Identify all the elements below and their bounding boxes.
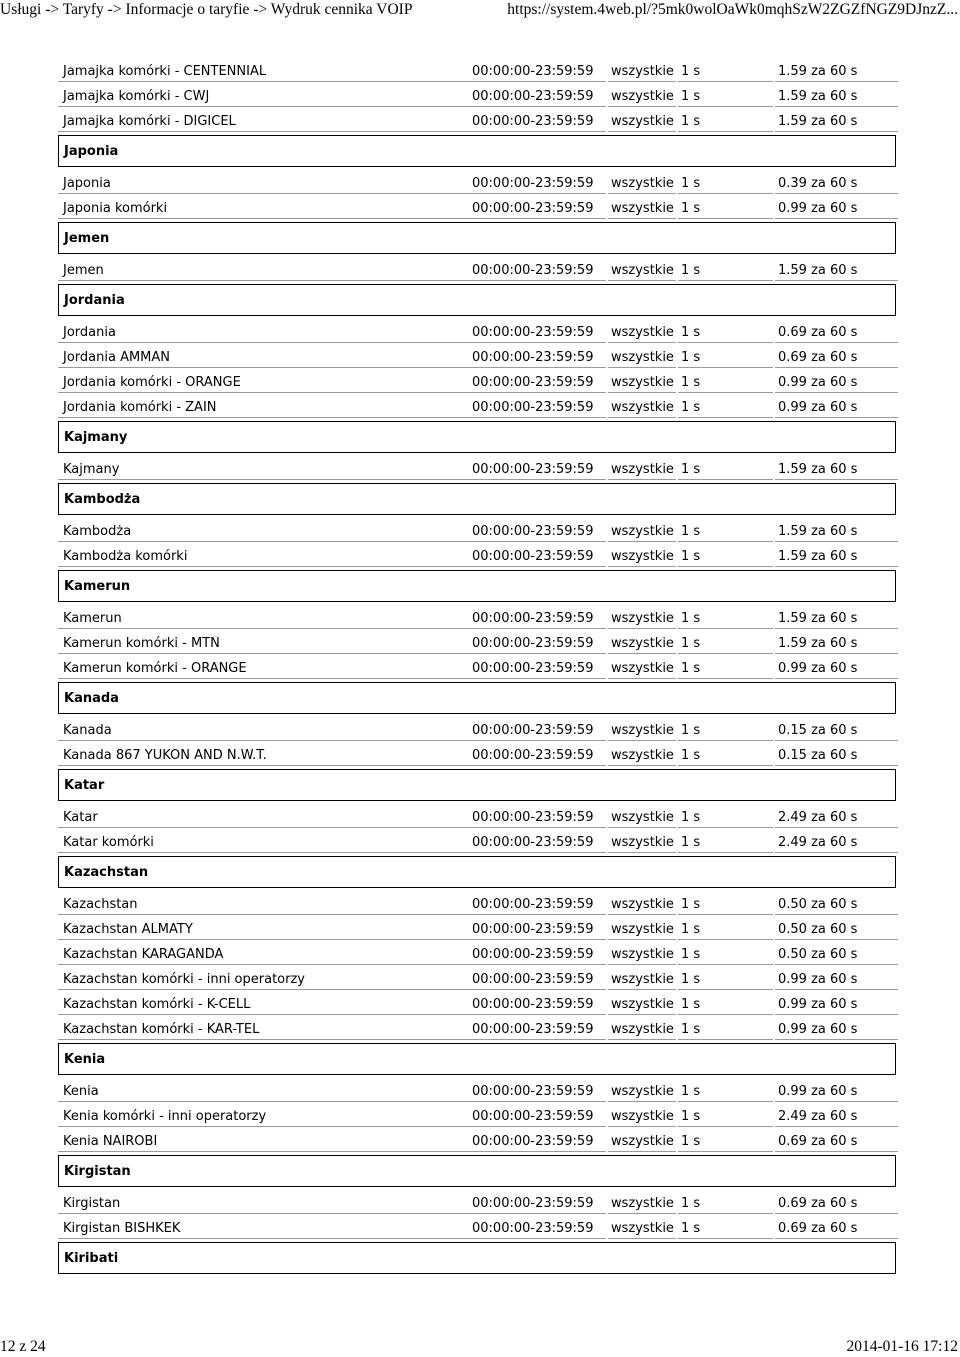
destination-name: Kenia	[58, 1079, 469, 1102]
time-range: 00:00:00-23:59:59	[469, 84, 606, 107]
billing-unit: 1 s	[678, 917, 773, 940]
days: wszystkie	[608, 196, 676, 219]
destination-name: Kazachstan ALMATY	[58, 917, 469, 940]
days: wszystkie	[608, 1129, 676, 1152]
price: 0.99 za 60 s	[775, 656, 898, 679]
price: 0.15 za 60 s	[775, 743, 898, 766]
destination-name: Japonia komórki	[58, 196, 469, 219]
price: 1.59 za 60 s	[775, 631, 898, 654]
destination-name: Kenia NAIROBI	[58, 1129, 469, 1152]
tariff-row	[58, 656, 900, 681]
destination-name: Kenia komórki - inni operatorzy	[58, 1104, 469, 1127]
tariff-row	[58, 606, 900, 631]
price: 0.15 za 60 s	[775, 718, 898, 741]
tariff-row	[58, 830, 900, 855]
price: 0.69 za 60 s	[775, 320, 898, 343]
tariff-row	[58, 370, 900, 395]
tariff-row	[58, 84, 900, 109]
billing-unit: 1 s	[678, 258, 773, 281]
country-header	[58, 768, 900, 805]
days: wszystkie	[608, 84, 676, 107]
time-range: 00:00:00-23:59:59	[469, 656, 606, 679]
price: 0.99 za 60 s	[775, 395, 898, 418]
billing-unit: 1 s	[678, 320, 773, 343]
billing-unit: 1 s	[678, 395, 773, 418]
country-header	[58, 134, 900, 171]
billing-unit: 1 s	[678, 196, 773, 219]
tariff-row	[58, 1129, 900, 1154]
days: wszystkie	[608, 1216, 676, 1239]
time-range: 00:00:00-23:59:59	[469, 395, 606, 418]
page-number: 12 z 24	[0, 1338, 46, 1355]
billing-unit: 1 s	[678, 656, 773, 679]
days: wszystkie	[608, 457, 676, 480]
billing-unit: 1 s	[678, 1191, 773, 1214]
days: wszystkie	[608, 320, 676, 343]
country-header	[58, 1241, 900, 1278]
tariff-row	[58, 457, 900, 482]
time-range: 00:00:00-23:59:59	[469, 942, 606, 965]
country-header	[58, 1042, 900, 1079]
days: wszystkie	[608, 1104, 676, 1127]
tariff-row	[58, 544, 900, 569]
tariff-row	[58, 967, 900, 992]
billing-unit: 1 s	[678, 830, 773, 853]
country-header	[58, 1154, 900, 1191]
destination-name: Kazachstan komórki - inni operatorzy	[58, 967, 469, 990]
tariff-row	[58, 892, 900, 917]
country-name: Katar	[58, 769, 896, 801]
billing-unit: 1 s	[678, 59, 773, 82]
days: wszystkie	[608, 109, 676, 132]
time-range: 00:00:00-23:59:59	[469, 992, 606, 1015]
time-range: 00:00:00-23:59:59	[469, 1129, 606, 1152]
time-range: 00:00:00-23:59:59	[469, 320, 606, 343]
price: 0.69 za 60 s	[775, 345, 898, 368]
destination-name: Kambodża komórki	[58, 544, 469, 567]
billing-unit: 1 s	[678, 1017, 773, 1040]
destination-name: Kazachstan komórki - K-CELL	[58, 992, 469, 1015]
price: 1.59 za 60 s	[775, 258, 898, 281]
country-header	[58, 283, 900, 320]
price: 0.99 za 60 s	[775, 992, 898, 1015]
country-name: Jemen	[58, 222, 896, 254]
print-header	[0, 0, 960, 20]
country-name: Kirgistan	[58, 1155, 896, 1187]
billing-unit: 1 s	[678, 1104, 773, 1127]
tariff-row	[58, 1017, 900, 1042]
billing-unit: 1 s	[678, 370, 773, 393]
time-range: 00:00:00-23:59:59	[469, 917, 606, 940]
tariff-row	[58, 805, 900, 830]
price: 1.59 za 60 s	[775, 84, 898, 107]
price: 0.69 za 60 s	[775, 1129, 898, 1152]
billing-unit: 1 s	[678, 718, 773, 741]
country-name: Kamerun	[58, 570, 896, 602]
days: wszystkie	[608, 370, 676, 393]
time-range: 00:00:00-23:59:59	[469, 1216, 606, 1239]
tariff-row	[58, 1216, 900, 1241]
destination-name: Kazachstan KARAGANDA	[58, 942, 469, 965]
price: 2.49 za 60 s	[775, 1104, 898, 1127]
time-range: 00:00:00-23:59:59	[469, 109, 606, 132]
destination-name: Kazachstan komórki - KAR-TEL	[58, 1017, 469, 1040]
destination-name: Katar	[58, 805, 469, 828]
time-range: 00:00:00-23:59:59	[469, 718, 606, 741]
price: 0.50 za 60 s	[775, 942, 898, 965]
days: wszystkie	[608, 1017, 676, 1040]
billing-unit: 1 s	[678, 457, 773, 480]
billing-unit: 1 s	[678, 631, 773, 654]
days: wszystkie	[608, 805, 676, 828]
price: 0.99 za 60 s	[775, 967, 898, 990]
days: wszystkie	[608, 830, 676, 853]
time-range: 00:00:00-23:59:59	[469, 606, 606, 629]
time-range: 00:00:00-23:59:59	[469, 59, 606, 82]
price: 0.69 za 60 s	[775, 1191, 898, 1214]
days: wszystkie	[608, 942, 676, 965]
time-range: 00:00:00-23:59:59	[469, 743, 606, 766]
billing-unit: 1 s	[678, 805, 773, 828]
days: wszystkie	[608, 892, 676, 915]
time-range: 00:00:00-23:59:59	[469, 370, 606, 393]
billing-unit: 1 s	[678, 967, 773, 990]
time-range: 00:00:00-23:59:59	[469, 544, 606, 567]
billing-unit: 1 s	[678, 171, 773, 194]
days: wszystkie	[608, 743, 676, 766]
days: wszystkie	[608, 992, 676, 1015]
tariff-row	[58, 718, 900, 743]
tariff-row	[58, 631, 900, 656]
days: wszystkie	[608, 258, 676, 281]
days: wszystkie	[608, 544, 676, 567]
tariff-row	[58, 519, 900, 544]
billing-unit: 1 s	[678, 892, 773, 915]
price: 0.99 za 60 s	[775, 196, 898, 219]
price: 0.50 za 60 s	[775, 892, 898, 915]
price: 0.39 za 60 s	[775, 171, 898, 194]
price: 1.59 za 60 s	[775, 544, 898, 567]
days: wszystkie	[608, 606, 676, 629]
time-range: 00:00:00-23:59:59	[469, 1017, 606, 1040]
time-range: 00:00:00-23:59:59	[469, 345, 606, 368]
tariff-row	[58, 320, 900, 345]
time-range: 00:00:00-23:59:59	[469, 519, 606, 542]
tariff-row	[58, 258, 900, 283]
days: wszystkie	[608, 1191, 676, 1214]
billing-unit: 1 s	[678, 109, 773, 132]
country-header	[58, 855, 900, 892]
tariff-row	[58, 196, 900, 221]
price: 1.59 za 60 s	[775, 109, 898, 132]
tariff-row	[58, 992, 900, 1017]
time-range: 00:00:00-23:59:59	[469, 1079, 606, 1102]
destination-name: Jemen	[58, 258, 469, 281]
country-name: Kazachstan	[58, 856, 896, 888]
days: wszystkie	[608, 1079, 676, 1102]
billing-unit: 1 s	[678, 519, 773, 542]
tariff-row	[58, 1191, 900, 1216]
price: 1.59 za 60 s	[775, 59, 898, 82]
days: wszystkie	[608, 631, 676, 654]
price: 1.59 za 60 s	[775, 606, 898, 629]
destination-name: Kazachstan	[58, 892, 469, 915]
tariff-row	[58, 109, 900, 134]
destination-name: Jamajka komórki - CWJ	[58, 84, 469, 107]
days: wszystkie	[608, 656, 676, 679]
country-header	[58, 569, 900, 606]
destination-name: Kamerun komórki - ORANGE	[58, 656, 469, 679]
days: wszystkie	[608, 917, 676, 940]
price: 0.50 za 60 s	[775, 917, 898, 940]
destination-name: Jamajka komórki - CENTENNIAL	[58, 59, 469, 82]
billing-unit: 1 s	[678, 743, 773, 766]
time-range: 00:00:00-23:59:59	[469, 830, 606, 853]
destination-name: Japonia	[58, 171, 469, 194]
time-range: 00:00:00-23:59:59	[469, 805, 606, 828]
billing-unit: 1 s	[678, 1129, 773, 1152]
tariff-row	[58, 1104, 900, 1129]
billing-unit: 1 s	[678, 942, 773, 965]
days: wszystkie	[608, 967, 676, 990]
destination-name: Jamajka komórki - DIGICEL	[58, 109, 469, 132]
country-name: Kenia	[58, 1043, 896, 1075]
time-range: 00:00:00-23:59:59	[469, 1104, 606, 1127]
destination-name: Kanada	[58, 718, 469, 741]
destination-name: Kamerun	[58, 606, 469, 629]
billing-unit: 1 s	[678, 992, 773, 1015]
time-range: 00:00:00-23:59:59	[469, 892, 606, 915]
days: wszystkie	[608, 519, 676, 542]
price: 2.49 za 60 s	[775, 830, 898, 853]
country-header	[58, 482, 900, 519]
destination-name: Kambodża	[58, 519, 469, 542]
billing-unit: 1 s	[678, 1216, 773, 1239]
tariff-row	[58, 917, 900, 942]
days: wszystkie	[608, 718, 676, 741]
billing-unit: 1 s	[678, 606, 773, 629]
country-header	[58, 681, 900, 718]
billing-unit: 1 s	[678, 84, 773, 107]
time-range: 00:00:00-23:59:59	[469, 631, 606, 654]
destination-name: Jordania komórki - ZAIN	[58, 395, 469, 418]
time-range: 00:00:00-23:59:59	[469, 1191, 606, 1214]
price: 2.49 za 60 s	[775, 805, 898, 828]
price: 0.99 za 60 s	[775, 1079, 898, 1102]
price: 1.59 za 60 s	[775, 519, 898, 542]
country-name: Kanada	[58, 682, 896, 714]
country-name: Kajmany	[58, 421, 896, 453]
tariff-row	[58, 942, 900, 967]
destination-name: Kajmany	[58, 457, 469, 480]
price: 0.99 za 60 s	[775, 1017, 898, 1040]
country-name: Japonia	[58, 135, 896, 167]
tariff-row	[58, 395, 900, 420]
destination-name: Jordania komórki - ORANGE	[58, 370, 469, 393]
time-range: 00:00:00-23:59:59	[469, 196, 606, 219]
country-name: Jordania	[58, 284, 896, 316]
time-range: 00:00:00-23:59:59	[469, 457, 606, 480]
tariff-row	[58, 345, 900, 370]
print-footer	[0, 1338, 960, 1357]
billing-unit: 1 s	[678, 1079, 773, 1102]
country-name: Kambodża	[58, 483, 896, 515]
time-range: 00:00:00-23:59:59	[469, 967, 606, 990]
country-name: Kiribati	[58, 1242, 896, 1274]
price-list	[58, 59, 900, 1278]
price: 1.59 za 60 s	[775, 457, 898, 480]
days: wszystkie	[608, 345, 676, 368]
destination-name: Kamerun komórki - MTN	[58, 631, 469, 654]
time-range: 00:00:00-23:59:59	[469, 258, 606, 281]
page-title: Usługi -> Taryfy -> Informacje o taryfie -> Wydruk cennika VOIP	[0, 1, 413, 18]
days: wszystkie	[608, 395, 676, 418]
price: 0.69 za 60 s	[775, 1216, 898, 1239]
destination-name: Katar komórki	[58, 830, 469, 853]
destination-name: Kirgistan	[58, 1191, 469, 1214]
billing-unit: 1 s	[678, 544, 773, 567]
destination-name: Jordania	[58, 320, 469, 343]
tariff-row	[58, 743, 900, 768]
tariff-row	[58, 1079, 900, 1104]
days: wszystkie	[608, 59, 676, 82]
days: wszystkie	[608, 171, 676, 194]
time-range: 00:00:00-23:59:59	[469, 171, 606, 194]
print-datetime: 2014-01-16 17:12	[846, 1338, 958, 1355]
destination-name: Kirgistan BISHKEK	[58, 1216, 469, 1239]
destination-name: Kanada 867 YUKON AND N.W.T.	[58, 743, 469, 766]
page-url: https://system.4web.pl/?5mk0wolOaWk0mqhSzW2ZGZfNGZ9DJnzZ...	[507, 1, 958, 18]
billing-unit: 1 s	[678, 345, 773, 368]
country-header	[58, 420, 900, 457]
destination-name: Jordania AMMAN	[58, 345, 469, 368]
tariff-row	[58, 59, 900, 84]
price: 0.99 za 60 s	[775, 370, 898, 393]
country-header	[58, 221, 900, 258]
tariff-row	[58, 171, 900, 196]
